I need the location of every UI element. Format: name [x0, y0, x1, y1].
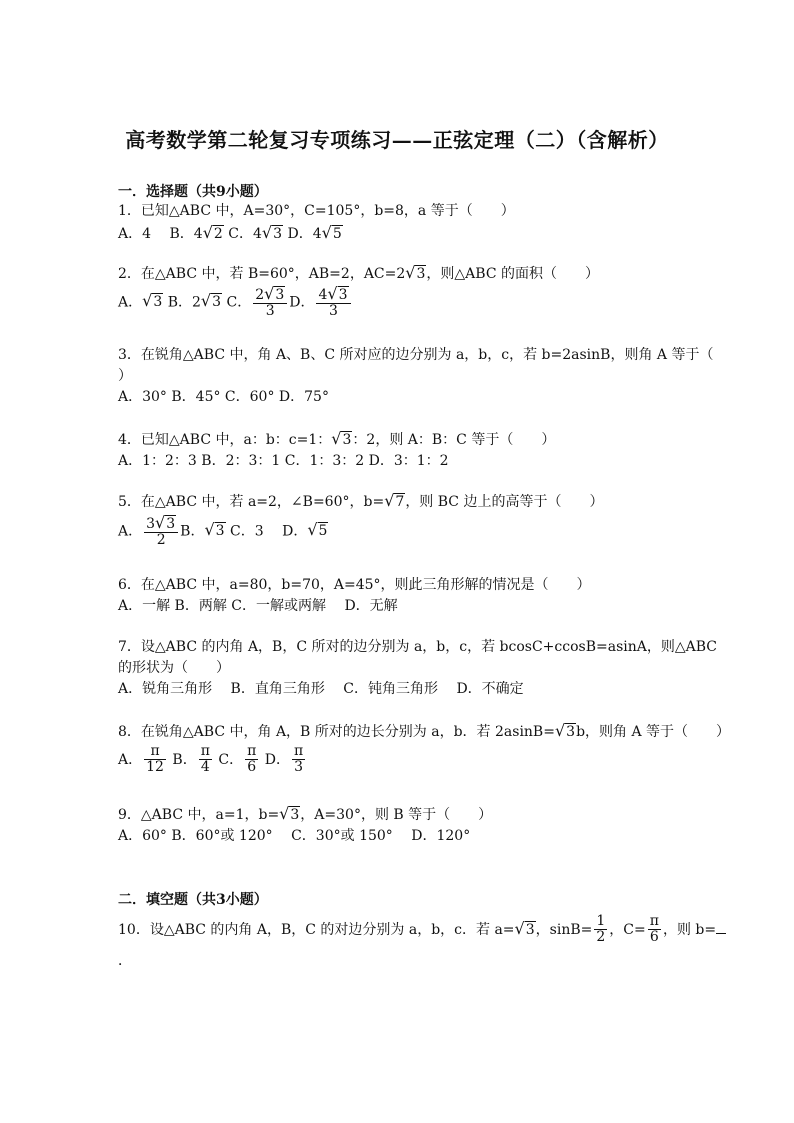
section-heading-choice: 一．选择题（共9小题） — [118, 184, 268, 200]
question-8-options: A． $\frac{\pi}{12}$ B． $\frac{\pi}{4}$ C． $\frac{\pi}{6}$ D． $\frac{\pi}{3}$ — [118, 743, 304, 776]
question-7-options: A．锐角三角形 B．直角三角形 C．钝角三角形 D．不确定 — [118, 681, 524, 697]
sqrt: √3 — [405, 263, 426, 282]
sqrt: √5 — [321, 223, 342, 242]
question-7-stem-line2: 的形状为（ ） — [118, 660, 230, 676]
fraction: $\frac{2√3}{3}$ — [253, 285, 287, 320]
fraction: $\frac{\pi}{6}$ — [649, 913, 659, 946]
question-3-stem-line2: ） — [118, 368, 132, 384]
question-2-stem: 2．在△ABC 中，若 B=60°，AB=2，AC=2√3，则△ABC 的面积（ ） — [118, 263, 599, 282]
question-2-options: A．√3 B．2√3 C． $\frac{2√3}{3}$ D． $\frac{4√3}{3}$ — [118, 285, 353, 320]
question-1-options: A．4 B．4√2 C．4√3 D．4√5 — [118, 223, 342, 242]
fraction: $\frac{3√3}{2}$ — [144, 514, 178, 549]
sqrt: √2 — [202, 223, 223, 242]
question-9-stem: 9．△ABC 中，a=1，b=√3，A=30°，则 B 等于（ ） — [118, 804, 493, 823]
section-heading-fill: 二．填空题（共3小题） — [118, 892, 268, 908]
answer-blank — [716, 919, 726, 934]
sqrt: √7 — [384, 491, 405, 510]
fraction: $\frac{\pi}{3}$ — [293, 743, 304, 776]
question-1-stem: 1．已知△ABC 中，A=30°，C=105°，b=8，a 等于（ ） — [118, 203, 515, 219]
sqrt: √3 — [142, 291, 163, 311]
question-10-line2: ． — [118, 953, 132, 969]
question-9-options: A．60° B．60°或 120° C．30°或 150° D．120° — [118, 828, 471, 844]
sqrt: √3 — [514, 918, 535, 938]
question-6-stem: 6．在△ABC 中，a=80，b=70，A=45°，则此三角形解的情况是（ ） — [118, 577, 591, 593]
fraction: $\frac{\pi}{6}$ — [247, 743, 257, 776]
question-3-stem-line1: 3．在锐角△ABC 中，角 A、B、C 所对应的边分别为 a，b，c，若 b=2asinB，则角 A 等于（ — [118, 347, 714, 363]
sqrt: √3 — [204, 520, 225, 540]
question-3-options: A．30° B．45° C．60° D．75° — [118, 389, 329, 405]
question-4-stem: 4．已知△ABC 中，a：b：c=1：√3：2，则 A：B：C 等于（ ） — [118, 429, 556, 448]
question-10-stem: 10．设△ABC 的内角 A，B，C 的对边分别为 a，b，c．若 a=√3，sinB= $\frac{1}{2}$ ，C= $\frac{\pi}{6}$ ，则 b= — [118, 914, 726, 946]
sqrt: √3 — [279, 804, 300, 823]
sqrt: √3 — [200, 291, 222, 311]
fraction: $\frac{1}{2}$ — [596, 913, 606, 946]
question-8-stem: 8．在锐角△ABC 中，角 A，B 所对的边长分别为 a，b．若 2asinB=√3b，则角 A 等于（ ） — [118, 721, 731, 740]
fraction: $\frac{\pi}{4}$ — [200, 743, 210, 776]
question-4-options: A．1：2：3 B．2：3：1 C．1：3：2 D．3：1：2 — [118, 453, 449, 469]
sqrt: √5 — [307, 520, 328, 540]
sqrt: √3 — [261, 223, 283, 242]
question-7-stem-line1: 7．设△ABC 的内角 A，B，C 所对的边分别为 a，b，c，若 bcosC+ccosB=asinA，则△ABC — [118, 639, 717, 655]
question-6-options: A．一解 B．两解 C．一解或两解 D．无解 — [118, 598, 398, 614]
page-title: 高考数学第二轮复习专项练习——正弦定理（二）（含解析） — [125, 128, 669, 152]
question-5-stem: 5．在△ABC 中，若 a=2，∠B=60°，b=√7，则 BC 边上的高等于（ ） — [118, 491, 604, 510]
sqrt: √3 — [331, 429, 352, 448]
sqrt: √3 — [554, 721, 576, 740]
fraction: $\frac{4√3}{3}$ — [316, 285, 350, 320]
question-5-options: A． $\frac{3√3}{2}$ B．√3 C．3 D．√5 — [118, 513, 328, 549]
fraction: $\frac{\pi}{12}$ — [146, 743, 164, 776]
